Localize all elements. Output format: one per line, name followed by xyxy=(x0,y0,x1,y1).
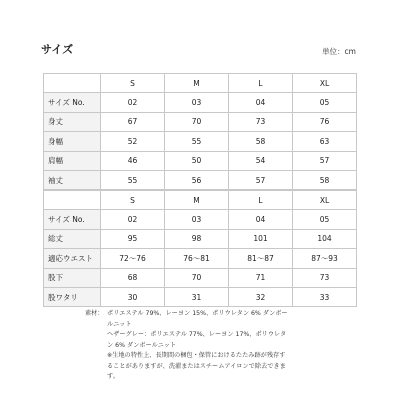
table-cell: 63 xyxy=(293,132,357,151)
table-cell: 101 xyxy=(229,229,293,248)
row-label: 袖丈 xyxy=(44,170,101,189)
table-row xyxy=(44,268,357,287)
table-cell: 04 xyxy=(229,93,293,112)
note-line: ルニット xyxy=(107,320,132,328)
table-row xyxy=(44,93,357,112)
table-cell: 73 xyxy=(229,112,293,131)
table-cell: 72〜76 xyxy=(101,249,165,268)
table-row xyxy=(44,287,357,306)
row-label: 身幅 xyxy=(44,132,101,151)
table-row xyxy=(44,249,357,268)
table-cell: 04 xyxy=(229,210,293,229)
note-line: ポリエステル 79%、レーヨン 15%、ポリウレタン 6% ダンボー xyxy=(107,310,288,317)
table-cell: 98 xyxy=(165,229,229,248)
page-title: サイズ xyxy=(41,43,74,56)
column-header xyxy=(44,191,101,210)
row-label: 身丈 xyxy=(44,112,101,131)
table-row xyxy=(44,210,357,229)
table-cell: 76〜81 xyxy=(165,249,229,268)
table-cell: 55 xyxy=(101,170,165,189)
column-header: L xyxy=(229,74,293,93)
table-cell: 95 xyxy=(101,229,165,248)
table-cell: 68 xyxy=(101,268,165,287)
table-cell: 50 xyxy=(165,151,229,170)
row-label: 肩幅 xyxy=(44,151,101,170)
table-cell: 76 xyxy=(293,112,357,131)
column-header: S xyxy=(101,191,165,210)
table-cell: 46 xyxy=(101,151,165,170)
column-header: XL xyxy=(293,191,357,210)
note-line: ヘザーグレー：ポリエステル 77%、レーヨン 17%、ポリウレタ xyxy=(107,331,287,338)
table-cell: 02 xyxy=(101,210,165,229)
row-label: サイズ No. xyxy=(44,210,101,229)
note-line: す。 xyxy=(107,373,119,380)
table-row xyxy=(44,229,357,248)
table-row xyxy=(44,112,357,131)
unit-label: 単位：cm xyxy=(322,47,356,56)
note-line: ン 6% ダンボールニット xyxy=(107,341,177,349)
table-cell: 56 xyxy=(165,170,229,189)
row-label: 適応ウエスト xyxy=(44,249,101,268)
table-cell: 70 xyxy=(165,268,229,287)
note-line: ※生地の特性上、長期間の梱包・保管におけるたたみ跡が残存す xyxy=(107,352,286,359)
note-line: ることがありますが、洗濯またはスチームアイロンで除去できま xyxy=(107,362,286,370)
column-header: M xyxy=(165,74,229,93)
table-cell: 05 xyxy=(293,93,357,112)
table-cell: 104 xyxy=(293,229,357,248)
table-row xyxy=(44,151,357,170)
table-cell: 67 xyxy=(101,112,165,131)
material-label: 素材： xyxy=(85,310,104,317)
table-cell: 52 xyxy=(101,132,165,151)
table-cell: 58 xyxy=(229,132,293,151)
table-cell: 30 xyxy=(101,287,165,306)
column-header: S xyxy=(101,74,165,93)
size-table-tops xyxy=(43,73,357,190)
material-text xyxy=(107,309,365,383)
material-notes xyxy=(85,309,365,383)
row-label: 股下 xyxy=(44,268,101,287)
table-cell: 05 xyxy=(293,210,357,229)
table-cell: 81〜87 xyxy=(229,249,293,268)
table-cell: 57 xyxy=(229,170,293,189)
table-cell: 87〜93 xyxy=(293,249,357,268)
table-cell: 03 xyxy=(165,210,229,229)
table-cell: 70 xyxy=(165,112,229,131)
table-cell: 54 xyxy=(229,151,293,170)
table-row xyxy=(44,132,357,151)
table-cell: 03 xyxy=(165,93,229,112)
table-cell: 32 xyxy=(229,287,293,306)
table-cell: 55 xyxy=(165,132,229,151)
table-cell: 71 xyxy=(229,268,293,287)
table-cell: 58 xyxy=(293,170,357,189)
column-header xyxy=(44,74,101,93)
row-label: 総丈 xyxy=(44,229,101,248)
column-header: M xyxy=(165,191,229,210)
table-cell: 02 xyxy=(101,93,165,112)
table-row xyxy=(44,170,357,189)
table-cell: 73 xyxy=(293,268,357,287)
table-cell: 57 xyxy=(293,151,357,170)
table-header-row xyxy=(44,191,357,210)
row-label: 股ワタリ xyxy=(44,287,101,306)
table-cell: 33 xyxy=(293,287,357,306)
column-header: L xyxy=(229,191,293,210)
table-cell: 31 xyxy=(165,287,229,306)
size-table-bottoms xyxy=(43,190,357,307)
column-header: XL xyxy=(293,74,357,93)
row-label: サイズ No. xyxy=(44,93,101,112)
table-header-row xyxy=(44,74,357,93)
